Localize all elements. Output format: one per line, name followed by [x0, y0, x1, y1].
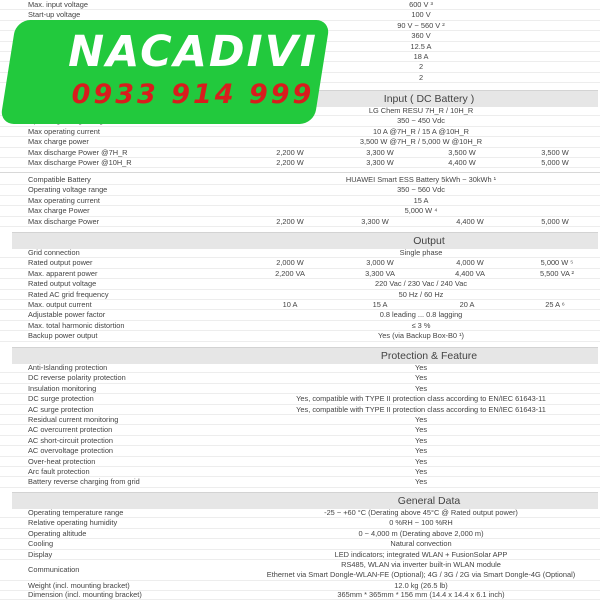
- spec-value: 25 A ⁶: [545, 300, 565, 309]
- spec-value: Single phase: [399, 248, 443, 257]
- spec-label: Insulation monitoring: [28, 383, 97, 393]
- spec-label: Operating voltage range: [28, 185, 108, 195]
- spec-value: 3,300 W: [366, 158, 394, 167]
- spec-label: Rated AC grid frequency: [28, 289, 109, 299]
- spec-value: 4,400 W: [456, 216, 484, 226]
- spec-value: 10 A: [282, 300, 298, 309]
- spec-row: [0, 373, 600, 383]
- spec-label: Max. total harmonic distortion: [28, 320, 125, 330]
- spec-row: [0, 518, 600, 528]
- spec-value: Yes: [414, 373, 428, 383]
- spec-value: 2: [418, 72, 424, 82]
- spec-value: 0 %RH ~ 100 %RH: [389, 518, 453, 528]
- brand-name: NACADIVI: [68, 27, 318, 77]
- spec-row: [0, 550, 600, 560]
- spec-value: Yes: [414, 446, 428, 456]
- spec-value: 2,000 W: [276, 258, 304, 268]
- section-general: [12, 492, 598, 509]
- spec-row: [0, 217, 600, 227]
- spec-value: 3,300 VA: [365, 268, 395, 278]
- spec-value: 18 A: [413, 52, 429, 61]
- spec-value: 2,200 VA: [275, 268, 305, 278]
- spec-label: Adjustable power factor: [28, 310, 106, 320]
- spec-value: 3,000 W: [366, 258, 394, 268]
- spec-label: Over-heat protection: [28, 456, 96, 466]
- spec-row: [0, 248, 600, 258]
- spec-label: Max charge Power: [28, 206, 90, 216]
- spec-row: [0, 196, 600, 206]
- spec-label: DC reverse polarity protection: [28, 373, 126, 383]
- spec-row: [0, 0, 600, 10]
- spec-label: Max. input voltage: [28, 0, 88, 9]
- spec-label: Compatible Battery: [28, 175, 91, 184]
- spec-value: 20 A: [459, 300, 475, 309]
- section-title: Protection & Feature: [380, 350, 478, 362]
- spec-value: LG Chem RESU 7H_R / 10H_R: [368, 106, 474, 115]
- spec-label: Max operating current: [28, 126, 100, 136]
- spec-value: 0 ~ 4,000 m (Derating above 2,000 m): [358, 528, 484, 538]
- spec-value: RS485, WLAN via inverter built-in WLAN module: [341, 560, 501, 569]
- spec-value: Yes, compatible with TYPE II protection class according to EN/IEC 61643-11: [296, 394, 546, 404]
- spec-row: [0, 529, 600, 539]
- spec-value: 5,500 VA ²: [540, 268, 574, 278]
- spec-label: Backup power output: [28, 331, 98, 341]
- spec-label: Operating altitude: [28, 528, 87, 538]
- spec-label: Max operating current: [28, 195, 100, 205]
- brand-phone: 0933 914 999: [71, 79, 315, 110]
- section-output: [12, 232, 598, 249]
- spec-row: [0, 446, 600, 456]
- spec-row: [0, 279, 600, 289]
- spec-value: 2,200 W: [276, 216, 304, 226]
- spec-value: Yes: [414, 363, 428, 372]
- spec-row: [0, 331, 600, 341]
- spec-row: [0, 137, 600, 147]
- spec-value: Natural convection: [390, 539, 452, 549]
- section-title: Input ( DC Battery ): [383, 93, 475, 105]
- spec-value: 2: [418, 62, 424, 72]
- spec-value: Yes: [414, 467, 428, 476]
- spec-label: Arc fault protection: [28, 467, 90, 476]
- spec-label: Anti-Islanding protection: [28, 363, 108, 372]
- spec-row: [0, 539, 600, 549]
- spec-value: 5,000 W: [541, 216, 569, 226]
- spec-label: Max discharge Power: [28, 216, 100, 226]
- spec-value: 15 A: [413, 195, 429, 205]
- spec-label: AC overcurrent protection: [28, 425, 113, 435]
- spec-value: ≤ 3 %: [411, 320, 431, 330]
- spec-value: 3,500 W: [448, 147, 476, 157]
- spec-value: 5,000 W ⁴: [404, 206, 438, 216]
- spec-label: AC short-circuit protection: [28, 435, 114, 445]
- spec-value: 360 V: [411, 31, 431, 41]
- spec-value: 3,300 W: [361, 216, 389, 226]
- spec-row: [0, 363, 600, 373]
- spec-row: [0, 457, 600, 467]
- spec-value: Yes, compatible with TYPE II protection class according to EN/IEC 61643-11: [296, 404, 546, 414]
- spec-value: 4,400 VA: [455, 268, 485, 278]
- spec-value: 3,500 W: [541, 147, 569, 157]
- spec-row: [0, 508, 600, 518]
- spec-value: 50 Hz / 60 Hz: [398, 289, 444, 299]
- spec-label: Display: [28, 549, 53, 559]
- spec-value: Yes: [414, 435, 428, 445]
- spec-row: [0, 269, 600, 279]
- spec-row: [0, 300, 600, 310]
- spec-value: 90 V ~ 560 V ²: [397, 20, 445, 30]
- spec-value: 4,400 W: [448, 158, 476, 167]
- spec-label: Weight (incl. mounting bracket): [28, 580, 130, 590]
- spec-value: Yes: [414, 425, 428, 435]
- spec-value: 5,000 W: [541, 158, 569, 167]
- spec-value: Yes: [414, 383, 428, 393]
- spec-row: [0, 405, 600, 415]
- spec-row: [0, 384, 600, 394]
- spec-row: [0, 175, 600, 185]
- spec-label: Max charge power: [28, 137, 89, 147]
- spec-value: Yes: [414, 456, 428, 466]
- spec-value: 10 A @7H_R / 15 A @10H_R: [373, 126, 469, 136]
- spec-value: 4,000 W: [456, 258, 484, 268]
- spec-row-communication: [0, 560, 600, 581]
- spec-label: AC overvoltage protection: [28, 446, 114, 456]
- spec-value: 15 A: [372, 300, 388, 309]
- spec-value: Ethernet via Smart Dongle-WLAN-FE (Optional); 4G / 3G / 2G via Smart Dongle-4G (Optional): [266, 570, 576, 580]
- spec-row: [0, 290, 600, 300]
- spec-label: Rated output power: [28, 258, 93, 268]
- spec-value: 3,500 W @7H_R / 5,000 W @10H_R: [359, 137, 483, 147]
- spec-row: [0, 425, 600, 435]
- spec-value: Yes (via Backup Box-B0 ¹): [378, 331, 464, 341]
- spec-row: [0, 127, 600, 137]
- spec-label: Max discharge Power @7H_R: [28, 147, 128, 157]
- spec-row: [0, 467, 600, 477]
- spec-row: [0, 590, 600, 600]
- spec-value: Yes: [414, 477, 428, 487]
- spec-value: LED indicators; integrated WLAN + FusionSolar APP: [334, 549, 508, 559]
- spec-label: DC surge protection: [28, 394, 94, 404]
- spec-value: 2,200 W: [276, 147, 304, 157]
- spec-row: [0, 415, 600, 425]
- spec-label: Residual current monitoring: [28, 415, 119, 424]
- spec-row: [0, 185, 600, 195]
- spec-value: 100 V: [411, 10, 431, 20]
- spec-label: Dimension (incl. mounting bracket): [28, 589, 142, 599]
- spec-label: Relative operating humidity: [28, 518, 118, 528]
- spec-value: 220 Vac / 230 Vac / 240 Vac: [374, 279, 468, 289]
- spec-row: [0, 206, 600, 216]
- section-title: Output: [413, 235, 445, 247]
- spec-value: HUAWEI Smart ESS Battery 5kWh ~ 30kWh ¹: [345, 175, 497, 184]
- spec-label: Rated output voltage: [28, 279, 97, 289]
- spec-value: 12.5 A: [410, 41, 432, 51]
- spec-label: Max. apparent power: [28, 268, 98, 278]
- spec-label: Start-up voltage: [28, 10, 81, 20]
- spec-label: Communication: [28, 565, 80, 574]
- spec-row: [0, 321, 600, 331]
- spec-value: 12.0 kg (26.5 lb): [394, 580, 448, 590]
- spec-row: [0, 394, 600, 404]
- spec-value: 2,200 W: [276, 158, 304, 167]
- spec-value: 0.8 leading ... 0.8 lagging: [379, 310, 463, 320]
- spec-label: Cooling: [28, 539, 54, 549]
- spec-value: 350 ~ 560 Vdc: [397, 185, 445, 195]
- section-title: General Data: [397, 495, 461, 507]
- spec-label: Operating temperature range: [28, 508, 124, 517]
- spec-row: [0, 148, 600, 158]
- spec-value: 5,000 W ⁵: [540, 258, 574, 268]
- spec-label: Grid connection: [28, 248, 80, 257]
- spec-label: Max discharge Power @10H_R: [28, 158, 132, 167]
- spec-value: 350 ~ 450 Vdc: [397, 116, 445, 126]
- spec-value: Yes: [414, 415, 428, 424]
- spec-label: Battery reverse charging from grid: [28, 477, 140, 487]
- spec-value: 365mm * 365mm * 156 mm (14.4 x 14.4 x 6.1 inch): [337, 589, 505, 599]
- spec-row: [0, 310, 600, 320]
- spec-row: [0, 158, 600, 168]
- spec-row: [0, 477, 600, 487]
- spec-value: 3,300 W: [366, 147, 394, 157]
- spec-label: AC surge protection: [28, 404, 94, 414]
- spec-value: 600 V ³: [409, 0, 433, 9]
- section-protection: [12, 347, 598, 364]
- spec-row: [0, 258, 600, 268]
- divider: [0, 172, 600, 173]
- spec-value: -25 ~ +60 °C (Derating above 45°C @ Rated output power): [324, 508, 518, 517]
- spec-label: Max. output current: [28, 300, 92, 309]
- spec-row: [0, 436, 600, 446]
